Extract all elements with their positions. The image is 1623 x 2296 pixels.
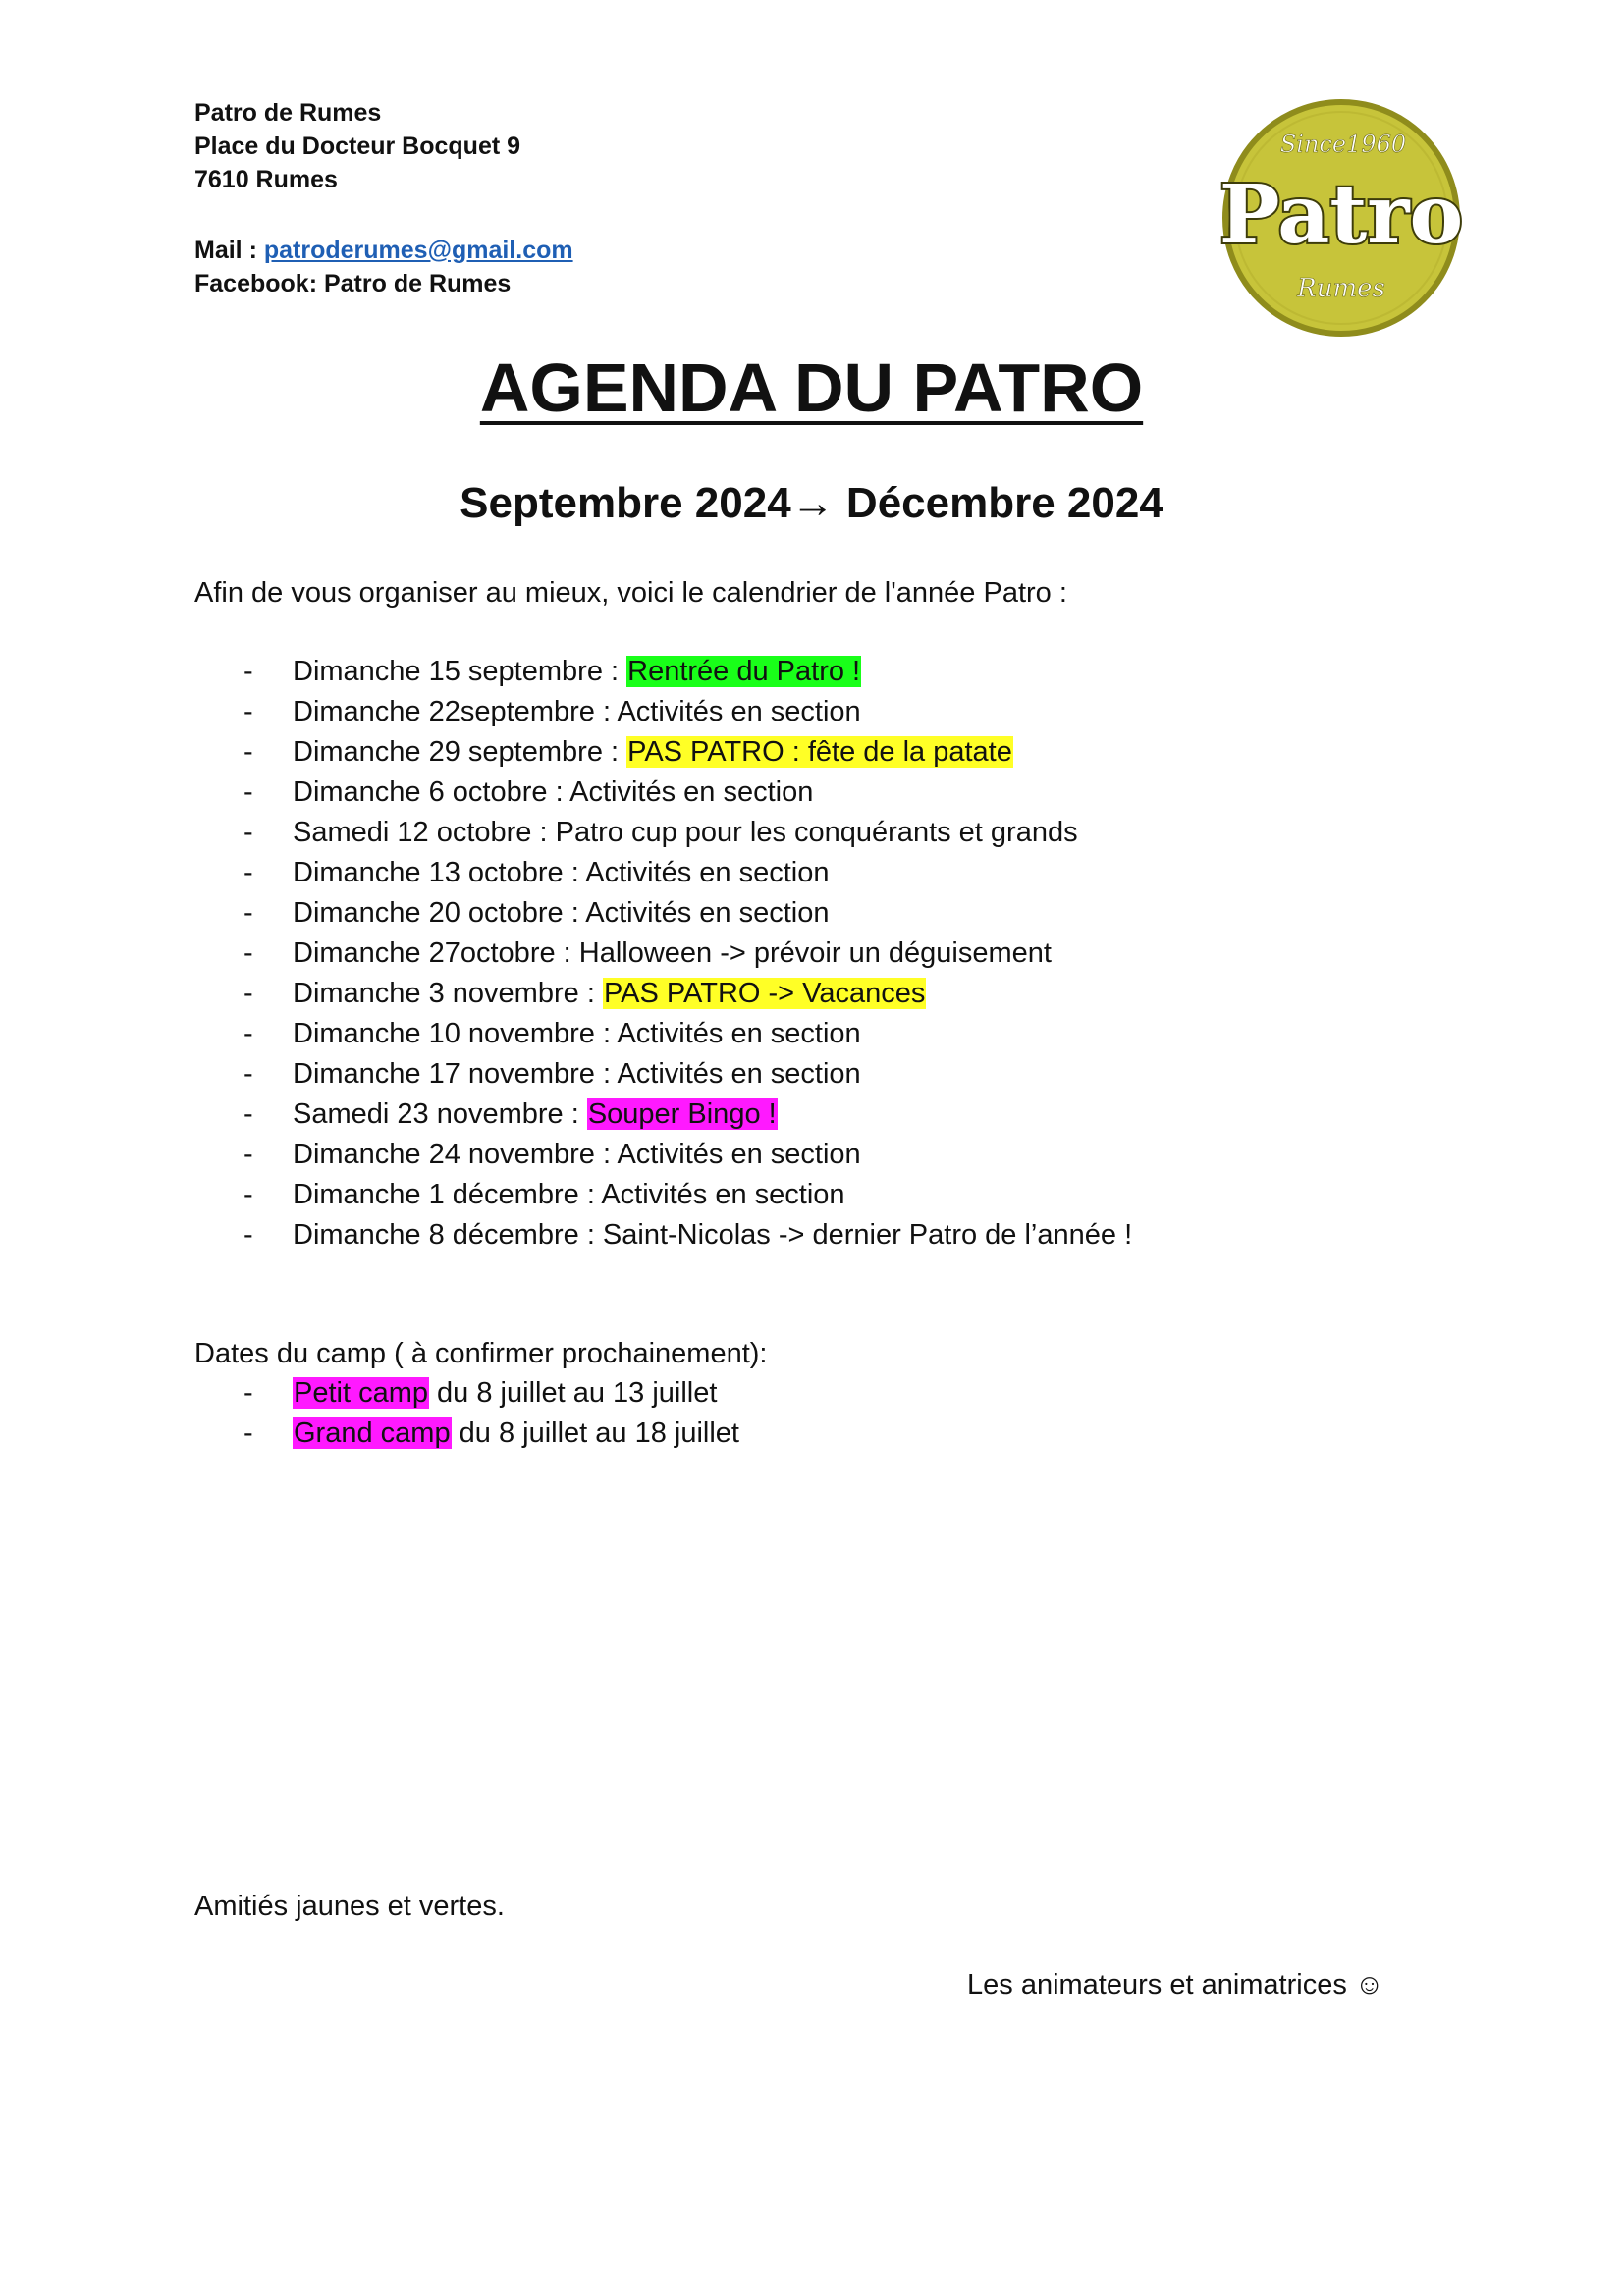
closing-text: Amitiés jaunes et vertes.: [194, 1891, 505, 1922]
agenda-highlight: PAS PATRO -> Vacances: [603, 978, 926, 1009]
list-dash: -: [243, 776, 253, 808]
agenda-item: [194, 974, 1132, 1014]
camp-heading: Dates du camp ( à confirmer prochainement):: [194, 1338, 768, 1369]
list-dash: -: [243, 656, 253, 687]
agenda-item: [194, 1095, 1132, 1135]
agenda-item: [194, 1054, 1132, 1095]
mail-line: [194, 234, 573, 267]
agenda-date-text: Dimanche 27octobre : Halloween -> prévoir un déguisement: [293, 937, 1052, 969]
agenda-item: [194, 1014, 1132, 1054]
agenda-item: [194, 893, 1132, 934]
address-street: Place du Docteur Bocquet 9: [194, 133, 521, 160]
list-dash: -: [243, 1179, 253, 1210]
camp-dates: du 8 juillet au 18 juillet: [451, 1417, 739, 1449]
agenda-item: [194, 853, 1132, 893]
agenda-highlight: Rentrée du Patro !: [627, 656, 861, 687]
agenda-list: [194, 652, 1132, 1255]
list-dash: -: [243, 897, 253, 929]
agenda-date-text: Samedi 12 octobre : Patro cup pour les conquérants et grands: [293, 817, 1078, 848]
list-dash: -: [243, 1098, 253, 1130]
list-dash: -: [243, 937, 253, 969]
agenda-item: [194, 1175, 1132, 1215]
list-dash: -: [243, 1377, 253, 1409]
mail-label: Mail :: [194, 237, 257, 264]
agenda-date-text: Dimanche 15 septembre :: [293, 656, 627, 687]
address-city: 7610 Rumes: [194, 166, 338, 193]
agenda-item: [194, 934, 1132, 974]
list-dash: -: [243, 817, 253, 848]
arrow-icon: →: [790, 479, 835, 527]
agenda-date-text: Dimanche 29 septembre :: [293, 736, 627, 768]
agenda-date-text: Dimanche 22septembre : Activités en section: [293, 696, 861, 727]
agenda-item: [194, 1135, 1132, 1175]
camp-dates: du 8 juillet au 13 juillet: [429, 1377, 718, 1409]
agenda-item: [194, 732, 1132, 773]
agenda-item: [194, 1215, 1132, 1255]
agenda-item: [194, 773, 1132, 813]
agenda-date-text: Dimanche 1 décembre : Activités en section: [293, 1179, 845, 1210]
list-dash: -: [243, 696, 253, 727]
period-start: Septembre 2024: [460, 479, 791, 527]
agenda-date-text: Dimanche 24 novembre : Activités en section: [293, 1139, 861, 1170]
camp-name-highlight: Petit camp: [294, 1377, 428, 1409]
camp-list: [194, 1373, 739, 1454]
page-title: AGENDA DU PATRO: [479, 349, 1144, 426]
agenda-date-text: Dimanche 10 novembre : Activités en section: [293, 1018, 861, 1049]
agenda-highlight: Souper Bingo !: [587, 1098, 777, 1130]
logo-since-text: Since1960: [1279, 131, 1407, 158]
logo-place-text: Rumes: [1297, 274, 1385, 303]
list-dash: -: [243, 1139, 253, 1170]
camp-item: [194, 1373, 739, 1414]
agenda-date-text: Samedi 23 novembre :: [293, 1098, 587, 1130]
facebook-line: Facebook: Patro de Rumes: [194, 270, 512, 297]
camp-item: [194, 1414, 739, 1454]
logo-word-text: Patro: [1218, 168, 1464, 262]
agenda-highlight: PAS PATRO : fête de la patate: [627, 736, 1012, 768]
agenda-date-text: Dimanche 8 décembre : Saint-Nicolas -> dernier Patro de l’année !: [293, 1219, 1133, 1251]
agenda-date-text: Dimanche 20 octobre : Activités en section: [293, 897, 830, 929]
list-dash: -: [243, 1058, 253, 1090]
list-dash: -: [243, 978, 253, 1009]
list-dash: -: [243, 857, 253, 888]
list-dash: -: [243, 1417, 253, 1449]
agenda-date-text: Dimanche 17 novembre : Activités en section: [293, 1058, 861, 1090]
sender-address-block: [194, 96, 573, 300]
agenda-item: [194, 692, 1132, 732]
period-end: Décembre 2024: [834, 479, 1163, 527]
org-name: Patro de Rumes: [194, 99, 382, 127]
agenda-date-text: Dimanche 13 octobre : Activités en section: [293, 857, 830, 888]
agenda-item: [194, 813, 1132, 853]
camp-name-highlight: Grand camp: [294, 1417, 451, 1449]
intro-text: Afin de vous organiser au mieux, voici le calendrier de l'année Patro :: [194, 577, 1067, 609]
list-dash: -: [243, 1219, 253, 1251]
list-dash: -: [243, 1018, 253, 1049]
list-dash: -: [243, 736, 253, 768]
agenda-date-text: Dimanche 3 novembre :: [293, 978, 603, 1009]
agenda-date-text: Dimanche 6 octobre : Activités en section: [293, 776, 814, 808]
signature-text: Les animateurs et animatrices ☺: [967, 1969, 1384, 2001]
mail-link[interactable]: patroderumes@gmail.com: [263, 237, 573, 264]
patro-logo: [1194, 95, 1488, 341]
period-subtitle: [0, 477, 1623, 530]
agenda-item: [194, 652, 1132, 692]
